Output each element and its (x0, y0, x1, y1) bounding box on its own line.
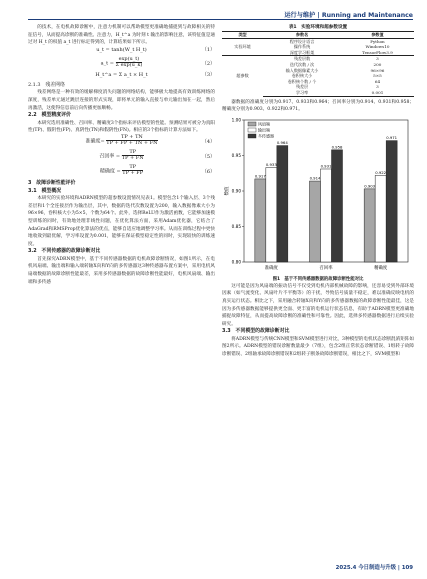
paragraph-results: 器数据的准确度分别为0.917、0.933和0.964；召回率分别为0.914、0.931和0.958；精确度分别为0.903、0.922和0.971。 (222, 99, 414, 113)
y-axis-label: 数值 (225, 186, 230, 196)
equation-1: u_t = tanh(W_t H_t) （1） (96, 46, 215, 53)
data-label: 0.971 (386, 134, 398, 140)
page-footer: 2025.4 今日制造与升级 | 109 (335, 565, 413, 571)
running-header: 运行与维护 | Running and Maintenance (284, 12, 413, 19)
table-row: 超参数 残差层数 3 (222, 56, 414, 62)
x-tick-label: 召回率 (319, 265, 333, 271)
paragraph-analysis: 这可能是因为风扇端的振动信号不仅受到电机内部机械故障的影响，还容易受到外部环境因素（如气流变化、风扇叶片不平衡等）的干扰，导致信号质量不稳定，难以准确反映电机的真实运行状态。相比之下，采用融合转轴X向和Y向的多传感器数据的故障诊断性能最佳，这是因为多传感器数据能够提供更全面、更丰富的电机运行状态信息，有助于ADRN模型更准确地捕捉故障特征，从而提高故障诊断的准确性和可靠性。因此，选择多传感器数据进行后续实验研究。 (222, 283, 414, 327)
sensor-comparison-chart (222, 114, 414, 276)
hyperparameter-table (222, 31, 414, 97)
section-heading-3: 3 故障诊断性能评价 (28, 179, 76, 186)
data-label: 0.914 (309, 175, 321, 181)
y-tick-label: 1.00 (231, 117, 241, 123)
section-heading-3-3: 3.3 不同模型的故障诊断对比 (222, 328, 290, 335)
bar (321, 169, 332, 262)
table-header-value: 参数值 (341, 32, 414, 39)
subsection-residual: 2.1.3 残差网络 (28, 81, 65, 88)
legend-label: 风扇端 (258, 121, 270, 127)
bar-chart-svg (222, 114, 414, 276)
left-column (28, 24, 215, 286)
table-row: 操作系统 Windows10 (293, 44, 390, 50)
section-heading-3-2: 3.2 不同传感器的故障诊断对比 (28, 248, 101, 255)
paragraph-model-overview: 本研究的实验环境和ADRN模型的超参数设置情况见表1。模型包含1个输入层、3个残差层和1个全连接层作为输出层，其中，数据的迭代次数设置为200，输入数据像素大小为96×96，卷积核大小为5×5，个数为64个。此外，选择ReLU作为激活函数，它能够加速模型训练的同时，有效地处理非线性问题，在优化算法方面，采用Adam优化器，它结合了AdaGrad和RMSProp优化算法的优点，能够自适应地调整学习率。从而在训练过程中更快地收敛到最优解，学习率设置为0.001，能够在保证模型稳定性的同时，实现较快的训练速度。 (28, 196, 215, 247)
bar (332, 150, 343, 262)
y-tick-label: 0.80 (231, 259, 241, 265)
table-row: 卷积核大小 5×5 (291, 73, 382, 79)
bar (266, 167, 277, 261)
data-label: 0.931 (320, 163, 332, 169)
bar (364, 189, 375, 262)
table-header-param: 参数名 (263, 32, 341, 39)
section-heading-2-2: 2.2 模型精度评价 (28, 112, 71, 119)
equation-3: H_t^a = Σ a_t × H_t （3） (95, 71, 215, 78)
table-caption: 表1 实验环境和超参数设置 (288, 25, 348, 30)
x-tick-label: 精确度 (374, 265, 388, 271)
data-label: 0.964 (276, 139, 288, 145)
y-tick-label: 0.90 (231, 188, 241, 194)
legend-label: 多传感器 (258, 133, 274, 139)
paragraph-attention: 的技术，在电机故障诊断中，注意力机制可以帮助模型更准确地捕捉到与故障相关的特征信号，从而提高诊断的准确性。注意力，H_t^a 为时刻 t 输出的影响注意，该特征值是通过对 H_t 的权值 a_t 进行标定得到的，计算结果如下所示。 (28, 25, 215, 46)
table-row: 迭代次数 / 次 200 (289, 61, 382, 67)
legend-swatch (248, 134, 256, 138)
table-row: 深度学习框架 TensorFlow3.9 (289, 49, 393, 55)
x-tick-label: 准确度 (264, 265, 278, 271)
data-label: 0.958 (331, 144, 343, 150)
legend-swatch (248, 122, 256, 126)
bar (255, 179, 266, 262)
section-heading-3-1: 3.1 模型概况 (28, 187, 62, 194)
bar (277, 145, 288, 261)
figure-caption: 图1 基于不同传感器数据的故障诊断性能对比 (272, 276, 364, 282)
y-tick-label: 0.95 (231, 152, 241, 158)
data-label: 0.917 (254, 173, 266, 179)
equation-2: a_t = $\frac{\exp(u\_t)}{\text{Σ exp(u\_k)}}$ （2） (100, 55, 215, 69)
data-label: 0.903 (364, 183, 376, 189)
paragraph-model-compare: 将ADRN模型与传统CNN模型和SVM模型进行对比，3种模型的电机状态诊断混淆矩阵如图2所示。ADRN模型的错误诊断数量最少（7组），包含2组正常状态诊断错误、1组转子故障诊断错误、2组轴承故障诊断错误和2组转子断条故障诊断错误，相比之下，SVM模型和 (222, 336, 414, 358)
bar (386, 140, 397, 261)
table-header-type: 类型 (222, 32, 263, 39)
paragraph-residual: 残差网络是一种有效的缓解梯度消失问题的网络结构，能够极大地提高有效训练网络的深度，残差单元通过跳层连接的形式实现，即将单元的输入直接与单元输出加在一起，然后再激活，这使得信息前后向传播更加顺畅。 (28, 90, 215, 111)
equation-6: 精确度 = $\frac{TP}{TP + FP}$ （6） (99, 163, 215, 177)
equation-5: 召回率 = $\frac{TP}{TP + FN}$ （5） (99, 148, 215, 162)
table-row: 学习率 0.001 (222, 90, 414, 96)
table-row: 输入数据像素大小 96×96 (285, 67, 385, 73)
data-label: 0.933 (265, 161, 277, 167)
paragraph-sensor-compare: 首先探究ADRN模型中，基于不同传感器数据的电机故障诊断情况，如图1所示，在电机风扇端、输出端和输入端转轴X向和Y向的多传感器这3种传感器布置方案中，采用电机风扇端数据的故障诊断性能最差，采用多传感器数据的故障诊断性能最好，电机风扇端、输出端和多传感 (28, 256, 215, 285)
legend-swatch (248, 128, 256, 132)
bar (310, 181, 321, 262)
y-tick-label: 0.85 (231, 223, 241, 229)
paragraph-metrics: 本研究选用准确性、召回率、精确度3个指标来评估模型的性能。预测结果可被分为真阳性(TP)、假阴性(FP)、真阴性(TN)和假阴性(FN)。相应的3个指标的计算方法如下。 (28, 120, 215, 134)
bar (375, 175, 386, 262)
table-row: 残差层 3 (295, 84, 379, 90)
equation-4: 准确度= $\frac{TP + TN}{TP + FP + TN + FN}$ （4） (85, 133, 215, 147)
table-row: 卷积核个数 / 个 64 (287, 78, 381, 84)
header-rule (28, 19, 413, 20)
data-label: 0.922 (375, 169, 387, 175)
table-row: 实验环境 程序设计语言 Python (234, 38, 385, 50)
right-column (222, 24, 414, 359)
legend-label: 输出端 (258, 127, 270, 133)
